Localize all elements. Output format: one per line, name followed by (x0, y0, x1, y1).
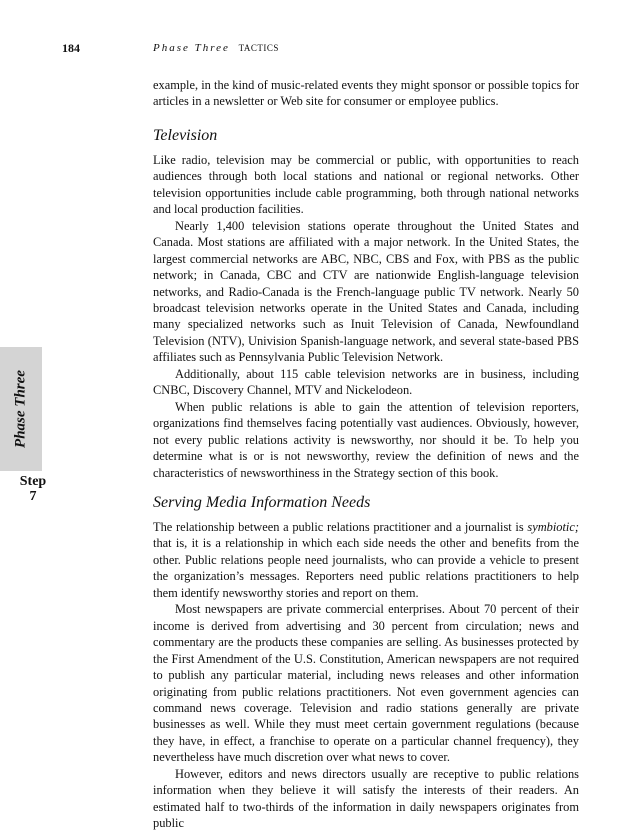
step-number: 7 (29, 489, 37, 504)
paragraph: Additionally, about 115 cable television networks are in business, including CNBC, Discovery Channel, MTV and Nickelodeon. (153, 366, 579, 398)
paragraph: When public relations is able to gain the attention of television reporters, organizations find themselves facing potentially vast audiences. Obviously, however, not every public relations activity is newsworthy, nor should it be. To help you determine what is or is not newsworthy, review the definition of news and the characteristics of newsworthiness in the Strategy section of this book. (153, 399, 579, 480)
running-head (153, 42, 279, 54)
paragraph-text: that is, it is a relationship in which each side needs the other and benefits from the other. Public relations people need journalists, who can provide a vehicle to present the organization’s messages. Reporters need public relations practitioners to help them identify newsworthy stories and report on them. (153, 536, 579, 600)
running-head-section: TACTICS (238, 43, 279, 53)
paragraph: Most newspapers are private commercial enterprises. About 70 percent of their income is derived from advertising and 30 percent from circulation; news and commentary are the products these companies are selling. As businesses protected by the First Amendment of the U.S. Constitution, American newspapers are not required to publish any particular material, including news releases and other information originating from public relations practitioners. Not even government agencies can command news coverage. Television and radio stations generally are private businesses as well. While they must meet certain government regulations (because they have, in effect, a franchise to operate on a particular channel frequency), they nevertheless have much discretion over what news to cover. (153, 602, 579, 765)
emphasis-symbiotic: symbiotic; (527, 519, 579, 534)
paragraph (153, 519, 579, 601)
phase-tab-label: Phase Three (12, 370, 29, 448)
paragraph: Like radio, television may be commercial or public, with opportunities to reach audiences through both local stations and national or regional networks. Other television opportunities include cable programming, both through national networks and local production facilities. (153, 152, 579, 217)
page-number: 184 (62, 41, 80, 55)
step-marker (10, 474, 56, 504)
step-word: Step (19, 474, 47, 489)
running-head-phase: Phase Three (153, 42, 230, 54)
paragraph: Nearly 1,400 television stations operate throughout the United States and Canada. Most stations are affiliated with a major network. In the United States, the largest commercial networks are ABC, NBC, CBS and Fox, with PBS as the public network; in Canada, CBC and CTV are nationwide English-language television networks, and Radio-Canada is the French-language public TV network. Nearly 50 broadcast television networks operate in the United States and Canada, including many specialized networks such as Inuit Television of Canada, Newfoundland Television (NTV), Univision Spanish-language network, and several state-based PBS affiliates such as Pennsylvania Public Television Network. (153, 218, 579, 365)
section-heading-serving-media: Serving Media Information Needs (153, 493, 371, 511)
intro-paragraph: example, in the kind of music-related events they might sponsor or possible topics for articles in a newsletter or Web site for consumer or employee publics. (153, 78, 579, 109)
paragraph: However, editors and news directors usually are receptive to public relations information when they believe it will satisfy the interests of their readers. An estimated half to two-thirds of the information in daily newspapers originates from public (153, 766, 579, 831)
page-body (153, 77, 579, 832)
paragraph-text: The relationship between a public relations practitioner and a journalist is (153, 519, 528, 534)
section-heading-television: Television (153, 126, 218, 144)
